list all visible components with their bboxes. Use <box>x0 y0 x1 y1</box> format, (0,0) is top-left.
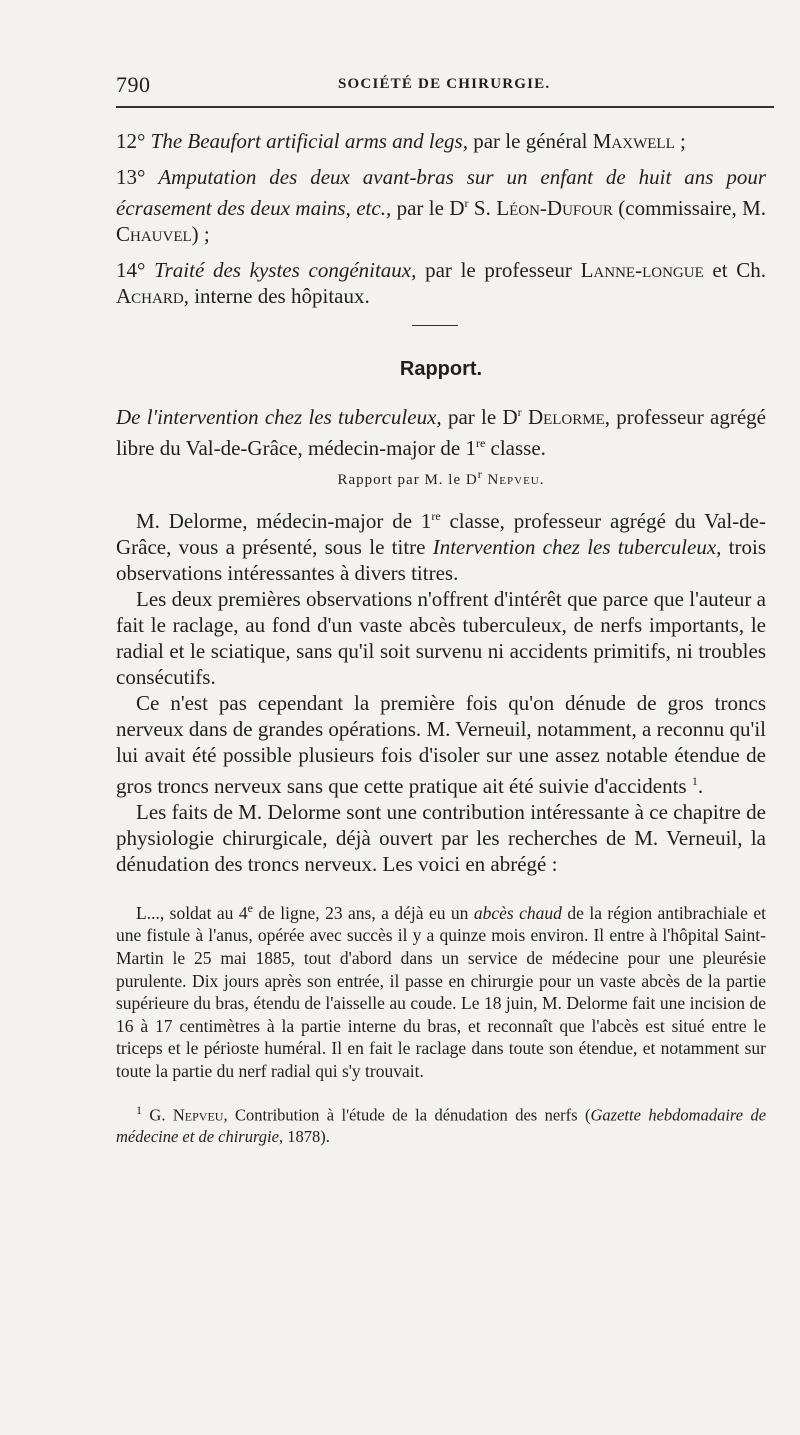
item-title: Amputation des deux avant-bras sur un enfant de huit ans pour écrasement des deux mains, etc., <box>116 165 766 220</box>
author-name: Léon-Dufour <box>496 196 613 220</box>
paragraph-2: Les deux premières observations n'offrent d'intérêt que parce que l'auteur a fait le raclage, au fond d'un vaste abcès tuberculeux, de nerfs importants, le radial et le sciatique, sans qu'il soit survenu ni accidents primitifs, ni troubles consécutifs. <box>116 587 766 689</box>
section-title: Rapport. <box>399 358 483 380</box>
observation-text: L..., soldat au 4e de ligne, 23 ans, a déjà eu un abcès chaud de la région antibrachiale et une fistule à l'anus, opérée avec succès il y a quinze mois environ. Il entre à l'hôpital Saint-Martin le 25 mai 1885, tout d'abord dans un service de médecine pour une pleurésie purulente. Dix jours après son entrée, il passe en chirurgie pour un vaste abcès de la partie supérieure du bras, étendu de l'aisselle au coude. Le 18 juin, M. Delorme fait une incision de 16 à 17 centimètres à la partie interne du bras, et reconnaît que l'abcès est situé entre le triceps et le périoste huméral. Il en fait le raclage dans toute son étendue, et notamment sur toute la partie du nerf radial qui s'y trouvait. <box>116 901 766 1081</box>
item-list <box>116 128 766 309</box>
list-item-14: 14° Traité des kystes congénitaux, par le professeur Lanne-longue et Ch. Achard, interne des hôpitaux. <box>116 258 767 308</box>
report-byline: Rapport par M. le $D^r$ Nepveu. <box>337 467 545 488</box>
author-name: Delorme <box>527 405 605 429</box>
list-item-12: 12° The Beaufort artificial arms and legs, par le général Maxwell ; <box>116 129 686 153</box>
footnote: $^1$ G. Nepveu, Contribution à l'étude de la dénudation des nerfs (Gazette hebdomadaire de médecine et de chirurgie, 1878). <box>116 1103 767 1146</box>
paragraph-4: Les faits de M. Delorme sont une contribution intéressante à ce chapitre de physiologie chirurgicale, déjà ouvert par les recherches de M. Verneuil, la dénudation des troncs nerveux. Les voici en abrégé : <box>116 800 766 876</box>
author-name: Lanne-longue <box>580 258 704 282</box>
author-name: Nepveu <box>487 472 540 488</box>
paragraph-3: Ce n'est pas cependant la première fois qu'on dénude de gros troncs nerveux dans de grandes opérations. M. Verneuil, notamment, a reconnu qu'il lui avait été possible plusieurs fois d'isoler sur une assez notable étendue de gros troncs nerveux sans que cette pratique ait été suivie d'accidents $^1$. <box>116 691 766 798</box>
footnote-mark: 1 <box>136 1103 142 1118</box>
section-divider <box>412 325 458 326</box>
paragraph-1: M. Delorme, médecin-major de 1re classe, professeur agrégé du Val-de-Grâce, vous a présenté, sous le titre Intervention chez les tuberculeux, trois observations intéressantes à divers titres. <box>116 509 766 585</box>
author-name: Chauvel <box>116 222 192 246</box>
running-head <box>116 62 766 102</box>
page <box>116 62 766 1163</box>
running-title: SOCIÉTÉ DE CHIRURGIE. <box>338 76 551 92</box>
author-name: Nepveu <box>172 1105 224 1125</box>
footnote-ref[interactable]: 1 <box>691 774 698 788</box>
item-title: The Beaufort artificial arms and legs, <box>150 129 468 153</box>
item-title: Traité des kystes congénitaux, <box>154 258 417 282</box>
report-subject: De l'intervention chez les tuberculeux, par le $D^r$ Delorme, professeur agrégé libre du Val-de-Grâce, médecin-major de 1re classe. <box>116 405 767 460</box>
author-name: Achard <box>116 284 184 308</box>
author-name: Maxwell <box>592 129 675 153</box>
header-rule <box>116 106 774 108</box>
page-number: 790 <box>116 72 151 97</box>
list-item-13: 13° Amputation des deux avant-bras sur un enfant de huit ans pour écrasement des deux mains, etc., par le $D^r$ S. Léon-Dufour (commissaire, M. Chauvel) ; <box>116 165 767 246</box>
